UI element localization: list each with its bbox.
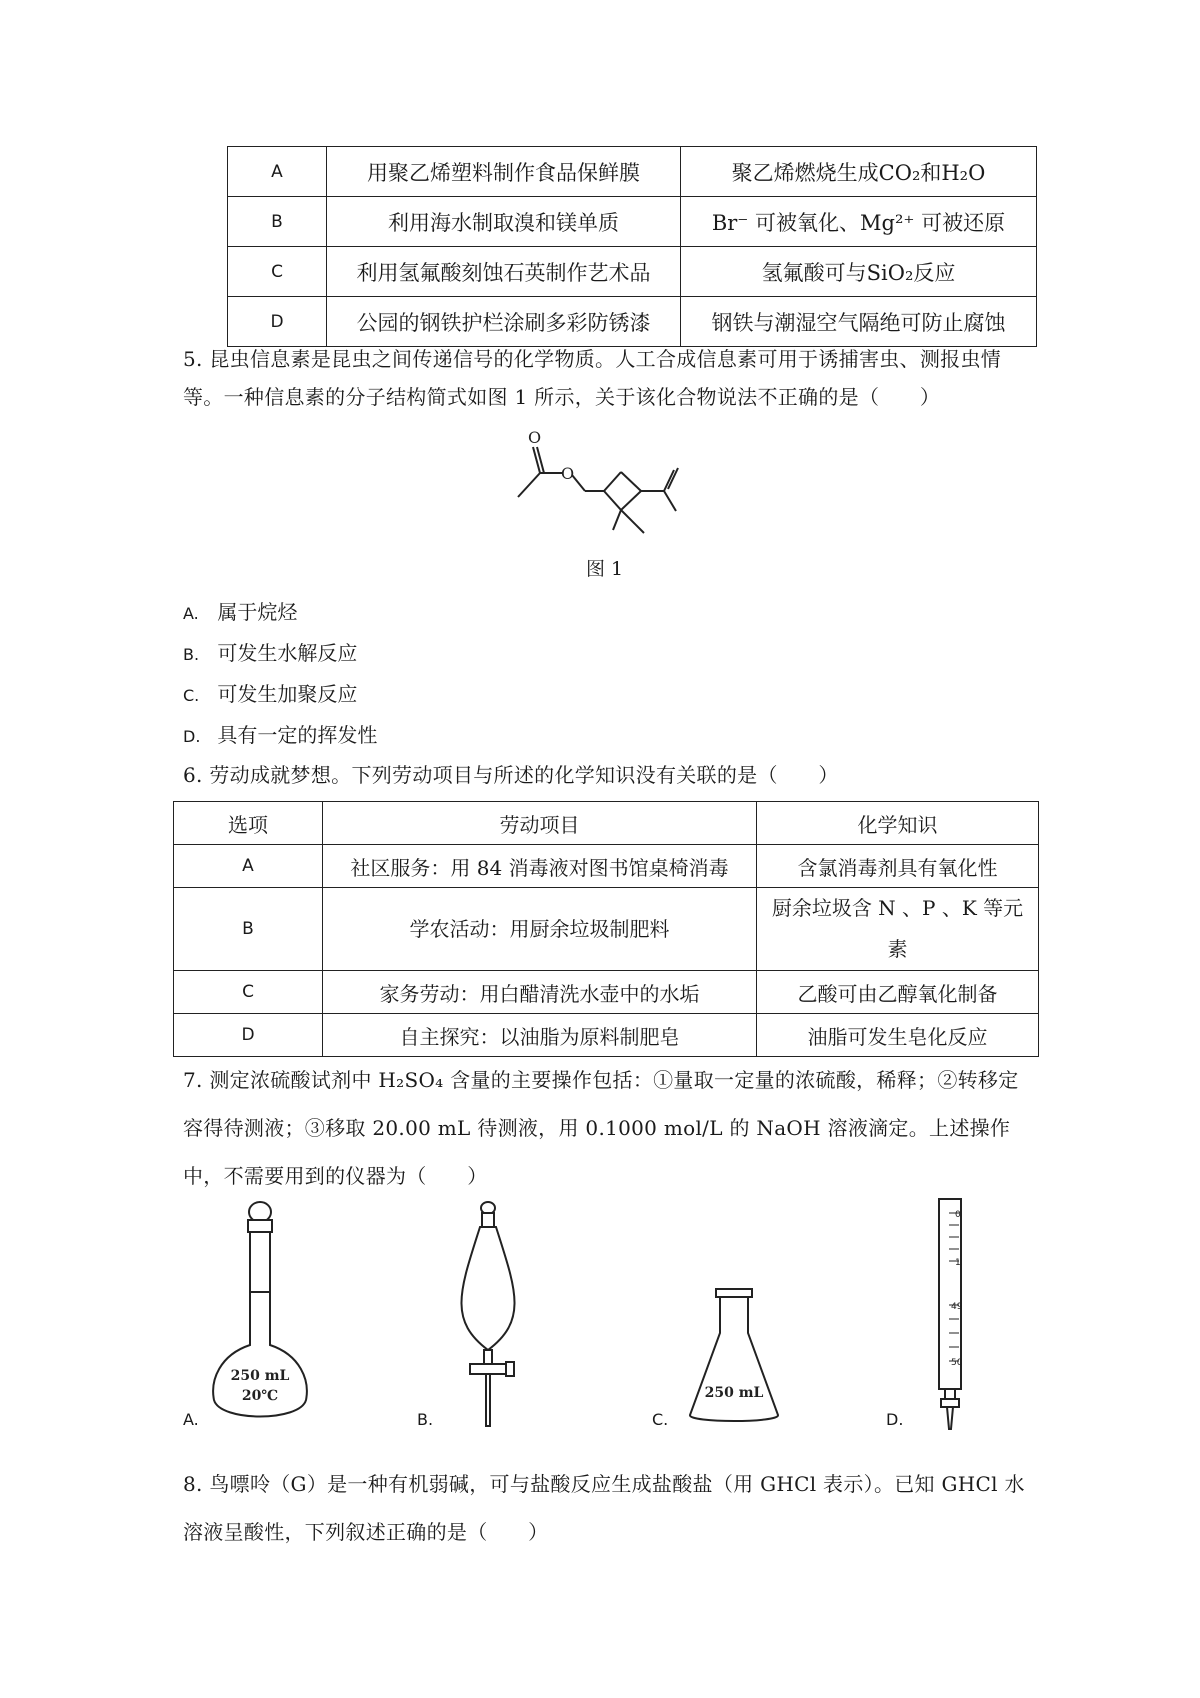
option-label: A <box>228 147 327 197</box>
q7-option-b: B. <box>417 1410 434 1429</box>
option-text: 可发生加聚反应 <box>217 682 358 706</box>
option-label: C <box>174 971 323 1014</box>
q7-option-c: C. <box>652 1410 669 1429</box>
q5-option-a <box>183 596 297 625</box>
question-5-text: 5. 昆虫信息素是昆虫之间传递信号的化学物质。人工合成信息素可用于诱捕害虫、测报虫情等。一种信息素的分子结构简式如图 1 所示，关于该化合物说法不正确的是（ ） <box>183 347 1002 409</box>
option-key: B. <box>183 645 200 664</box>
header-cell: 选项 <box>174 802 323 845</box>
knowledge-cell: 聚乙烯燃烧生成CO₂和H₂O <box>681 147 1037 197</box>
option-label: B <box>174 888 323 971</box>
option-label: C <box>228 247 327 297</box>
q6-table <box>173 801 1039 1057</box>
burette-mark: 1 <box>955 1258 961 1268</box>
table-row <box>228 297 1037 347</box>
table-row <box>174 971 1039 1014</box>
knowledge-cell: 钢铁与潮湿空气隔绝可防止腐蚀 <box>681 297 1037 347</box>
question-7-text: 7. 测定浓硫酸试剂中 H₂SO₄ 含量的主要操作包括：①量取一定量的浓硫酸，稀释；②转移定容得待测液；③移取 20.00 mL 待测液，用 0.1000 mol/L 的 NaOH 溶液滴定。上述操作中，不需要用到的仪器为（ ） <box>183 1068 1019 1188</box>
flask-volume-label: 250 mL <box>230 1368 290 1384</box>
header-cell: 化学知识 <box>757 802 1039 845</box>
option-text: 属于烷烃 <box>217 600 298 624</box>
knowledge-cell: 乙酸可由乙醇氧化制备 <box>757 971 1039 1014</box>
project-cell: 学农活动：用厨余垃圾制肥料 <box>323 888 757 971</box>
separatory-funnel-icon <box>440 1200 540 1430</box>
q5-option-d <box>183 719 377 748</box>
table-row <box>174 1014 1039 1057</box>
option-label: D <box>174 1014 323 1057</box>
option-key: A. <box>183 604 199 623</box>
project-cell: 家务劳动：用白醋清洗水壶中的水垢 <box>323 971 757 1014</box>
table-row <box>228 247 1037 297</box>
table-row <box>228 147 1037 197</box>
erlenmeyer-flask-icon <box>680 1285 790 1430</box>
oxygen-atom-carbonyl: O <box>528 428 542 447</box>
knowledge-cell: 含氯消毒剂具有氧化性 <box>757 845 1039 888</box>
q7-option-a: A. <box>183 1410 199 1429</box>
q5-option-c <box>183 678 357 707</box>
project-cell: 利用海水制取溴和镁单质 <box>327 197 681 247</box>
burette-mark: 50 <box>951 1358 963 1368</box>
burette-mark: 49 <box>951 1302 963 1312</box>
project-cell: 社区服务：用 84 消毒液对图书馆桌椅消毒 <box>323 845 757 888</box>
knowledge-cell: 厨余垃圾含 N 、P 、K 等元素 <box>757 888 1039 971</box>
option-text: 具有一定的挥发性 <box>217 723 378 747</box>
project-cell: 利用氢氟酸刻蚀石英制作艺术品 <box>327 247 681 297</box>
figure-caption: 图 1 <box>586 558 624 580</box>
flask-temp-label: 20℃ <box>241 1388 279 1404</box>
burette-mark: 0 <box>955 1210 961 1220</box>
erlenmeyer-volume-label: 250 mL <box>704 1385 764 1401</box>
option-text: 可发生水解反应 <box>217 641 358 665</box>
knowledge-cell: 氢氟酸可与SiO₂反应 <box>681 247 1037 297</box>
option-label: B <box>228 197 327 247</box>
header-cell: 劳动项目 <box>323 802 757 845</box>
question-8-text: 8. 鸟嘌呤（G）是一种有机弱碱，可与盐酸反应生成盐酸盐（用 GHCl 表示）。已知 GHCl 水溶液呈酸性，下列叙述正确的是（ ） <box>183 1472 1025 1544</box>
table-header-row <box>174 802 1039 845</box>
burette-icon <box>915 1195 985 1435</box>
question-6-text: 6. 劳动成就梦想。下列劳动项目与所述的化学知识没有关联的是（ ） <box>183 763 839 787</box>
project-cell: 自主探究：以油脂为原料制肥皂 <box>323 1014 757 1057</box>
knowledge-cell: 油脂可发生皂化反应 <box>757 1014 1039 1057</box>
option-key: C. <box>183 686 200 705</box>
option-label: A <box>174 845 323 888</box>
volumetric-flask-icon <box>200 1200 320 1430</box>
project-cell: 用聚乙烯塑料制作食品保鲜膜 <box>327 147 681 197</box>
oxygen-atom-ester: O <box>561 464 575 483</box>
option-key: D. <box>183 727 201 746</box>
knowledge-cell: Br⁻ 可被氧化、Mg²⁺ 可被还原 <box>681 197 1037 247</box>
project-cell: 公园的钢铁护栏涂刷多彩防锈漆 <box>327 297 681 347</box>
q4-table <box>227 146 1037 347</box>
table-row <box>174 888 1039 971</box>
q5-option-b <box>183 637 357 666</box>
molecule-structure-figure <box>500 425 700 545</box>
table-row <box>228 197 1037 247</box>
option-label: D <box>228 297 327 347</box>
table-row <box>174 845 1039 888</box>
q7-option-d: D. <box>886 1410 904 1429</box>
